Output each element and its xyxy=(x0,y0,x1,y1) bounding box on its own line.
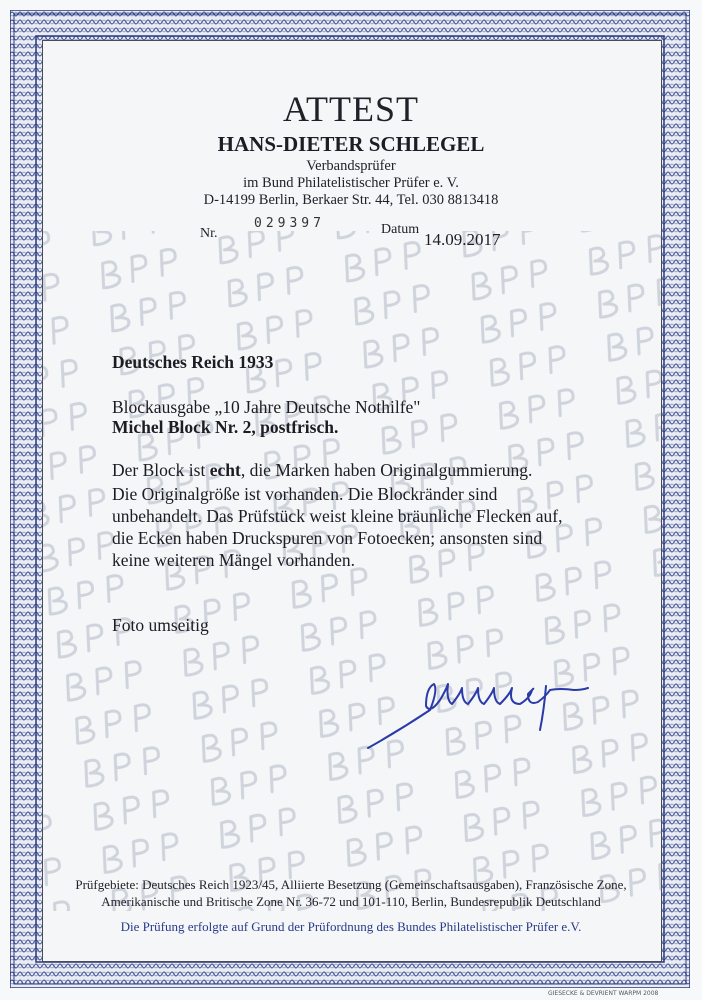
test-areas-line-2: Amerikanische und Britische Zone Nr. 36-72 und 101-110, Berlin, Bundesrepublik Deutschland xyxy=(101,894,601,909)
examiner-signature xyxy=(360,660,600,760)
description-text: , die Marken haben Originalgummierung. xyxy=(240,460,533,480)
description-line-5: keine weiteren Mängel vorhanden. xyxy=(112,550,355,570)
document-title: ATTEST xyxy=(283,89,419,129)
description-text: Der Block ist xyxy=(112,460,210,480)
printer-imprint: GIESECKE & DEVRIENT WARPM 2008 xyxy=(548,990,659,997)
description-line-1 xyxy=(112,460,532,481)
description-line-4: die Ecken haben Druckspuren von Fotoecken; ansonsten sind xyxy=(112,528,543,548)
subject-heading: Deutsches Reich 1933 xyxy=(112,352,274,372)
examiner-association: im Bund Philatelistischer Prüfer e. V. xyxy=(243,175,459,191)
issue-line: Blockausgabe „10 Jahre Deutsche Nothilfe" xyxy=(112,397,421,417)
examiner-address: D-14199 Berlin, Berkaer Str. 44, Tel. 030 8813418 xyxy=(203,192,499,208)
test-areas-line-1: Prüfgebiete: Deutsches Reich 1923/45, Alliierte Besetzung (Gemeinschaftsausgaben), Französische Zone, xyxy=(75,877,627,892)
date-label: Datum xyxy=(381,222,420,237)
regulation-note: Die Prüfung erfolgte auf Grund der Prüfordnung des Bundes Philatelistischer Prüfer e.V. xyxy=(120,919,582,934)
description-line-2: Die Originalgröße ist vorhanden. Die Blockränder sind xyxy=(112,484,498,504)
certificate-date: 14.09.2017 xyxy=(424,230,501,249)
examiner-name: HANS-DIETER SCHLEGEL xyxy=(217,132,485,156)
photo-note: Foto umseitig xyxy=(112,615,209,635)
examiner-role: Verbandsprüfer xyxy=(306,158,396,174)
catalog-line: Michel Block Nr. 2, postfrisch. xyxy=(112,417,339,437)
genuine-word: echt xyxy=(209,460,241,480)
number-label: Nr. xyxy=(200,226,218,241)
certificate-number: 029397 xyxy=(254,216,325,231)
description-line-3: unbehandelt. Das Prüfstück weist kleine bräunliche Flecken auf, xyxy=(112,506,563,526)
